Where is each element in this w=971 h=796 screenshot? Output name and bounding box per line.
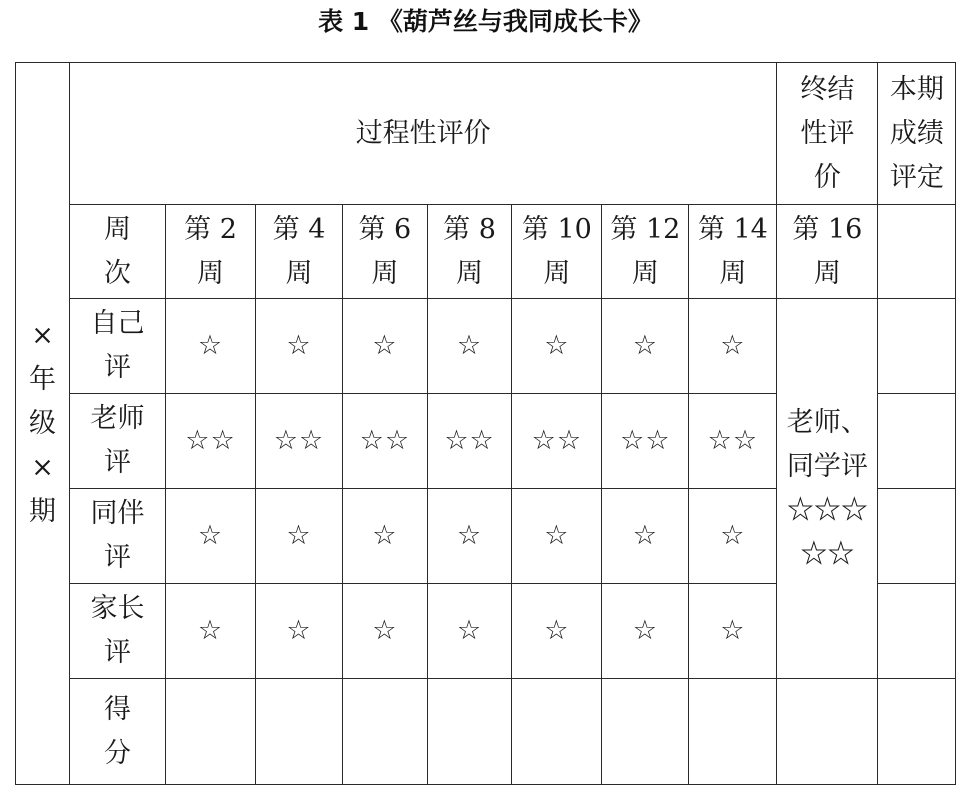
score-grade-cell xyxy=(878,679,956,785)
term-label-cell xyxy=(16,63,70,785)
rating-cell xyxy=(343,299,428,394)
rating-cell xyxy=(427,394,512,489)
final-eval-label: 终结性评价 xyxy=(800,73,855,193)
grade-cell xyxy=(878,299,956,394)
grade-cell xyxy=(878,584,956,679)
score-cell xyxy=(602,679,689,785)
star-rating: ☆ xyxy=(286,615,312,646)
rating-cell xyxy=(689,299,777,394)
rating-cell xyxy=(602,394,689,489)
star-rating: ☆ xyxy=(197,520,224,551)
rating-cell xyxy=(689,584,777,679)
growth-card-table xyxy=(15,62,956,785)
rating-cell xyxy=(602,584,689,679)
row-label-cell xyxy=(70,584,166,679)
star-rating: ☆☆ xyxy=(359,425,411,456)
rating-cell xyxy=(602,299,689,394)
row-label-cell xyxy=(70,489,166,584)
rating-cell xyxy=(343,489,428,584)
rating-cell xyxy=(512,584,602,679)
week-header: 第 14 周 xyxy=(697,213,768,289)
star-rating: ☆ xyxy=(632,520,658,551)
star-rating: ☆☆ xyxy=(273,425,325,456)
rating-cell xyxy=(427,299,512,394)
star-rating: ☆ xyxy=(372,520,398,551)
final-eval-header xyxy=(777,63,878,205)
term-label: ×年级×期 xyxy=(29,319,56,527)
week-header: 第 2 周 xyxy=(184,213,237,289)
grade-cell xyxy=(878,489,956,584)
row-label: 老师评 xyxy=(90,403,145,478)
star-rating: ☆ xyxy=(456,520,483,551)
week-label-cell xyxy=(70,205,166,299)
grade-label: 本期成绩评定 xyxy=(889,73,944,193)
rating-cell xyxy=(689,394,777,489)
star-rating: ☆ xyxy=(372,615,398,646)
star-rating: ☆☆ xyxy=(444,425,495,456)
score-cell xyxy=(256,679,343,785)
week-header: 第 4 周 xyxy=(272,213,326,289)
score-cell xyxy=(689,679,777,785)
row-label: 同伴评 xyxy=(90,498,145,573)
star-rating: ☆ xyxy=(544,330,570,361)
rating-cell xyxy=(166,394,256,489)
star-rating: ☆ xyxy=(632,330,658,361)
star-rating: ☆☆ xyxy=(531,425,583,456)
star-rating: ☆ xyxy=(456,615,483,646)
score-cell xyxy=(166,679,256,785)
final-eval-cell xyxy=(777,299,878,679)
process-eval-header xyxy=(70,63,777,205)
grade-week-cell xyxy=(878,205,956,299)
score-cell xyxy=(343,679,428,785)
rating-cell xyxy=(689,489,777,584)
star-rating: ☆ xyxy=(544,520,570,551)
week-header: 第 12 周 xyxy=(610,213,681,289)
star-rating: ☆ xyxy=(632,615,658,646)
grade-header xyxy=(878,63,956,205)
week-header-cell xyxy=(256,205,343,299)
rating-cell xyxy=(256,489,343,584)
star-rating: ☆☆ xyxy=(620,425,671,456)
table-title: 表 1 《葫芦丝与我同成长卡》 xyxy=(318,7,653,36)
final-week-label: 第 16 周 xyxy=(792,213,863,289)
rating-cell xyxy=(512,299,602,394)
star-rating: ☆☆ xyxy=(185,425,236,456)
week-header-cell xyxy=(343,205,428,299)
week-header-cell xyxy=(427,205,512,299)
final-eval-text: 老师、同学评☆☆☆☆☆ xyxy=(786,406,868,570)
row-label: 家长评 xyxy=(90,593,145,668)
star-rating: ☆ xyxy=(197,615,224,646)
week-header: 第 10 周 xyxy=(521,213,592,289)
rating-cell xyxy=(166,299,256,394)
final-week-cell xyxy=(777,205,878,299)
rating-cell xyxy=(602,489,689,584)
score-label: 得分 xyxy=(104,693,131,769)
week-header-cell xyxy=(512,205,602,299)
week-header-cell xyxy=(166,205,256,299)
rating-cell xyxy=(343,584,428,679)
row-label: 自己评 xyxy=(90,308,145,383)
rating-cell xyxy=(256,584,343,679)
week-label: 周次 xyxy=(104,213,131,289)
process-eval-label: 过程性评价 xyxy=(355,117,491,149)
rating-cell xyxy=(343,394,428,489)
star-rating: ☆ xyxy=(372,330,398,361)
week-header-cell xyxy=(602,205,689,299)
rating-cell xyxy=(512,489,602,584)
star-rating: ☆ xyxy=(286,330,312,361)
score-cell xyxy=(427,679,512,785)
rating-cell xyxy=(166,584,256,679)
rating-cell xyxy=(427,489,512,584)
rating-cell xyxy=(256,299,343,394)
week-header: 第 8 周 xyxy=(443,213,496,289)
rating-cell xyxy=(166,489,256,584)
rating-cell xyxy=(512,394,602,489)
star-rating: ☆ xyxy=(720,330,746,361)
score-label-cell xyxy=(70,679,166,785)
score-cell xyxy=(512,679,602,785)
star-rating: ☆ xyxy=(456,330,483,361)
star-rating: ☆ xyxy=(197,330,224,361)
row-label-cell xyxy=(70,394,166,489)
star-rating: ☆☆ xyxy=(707,425,759,456)
rating-cell xyxy=(256,394,343,489)
week-header-cell xyxy=(689,205,777,299)
rating-cell xyxy=(427,584,512,679)
star-rating: ☆ xyxy=(720,615,746,646)
star-rating: ☆ xyxy=(286,520,312,551)
row-label-cell xyxy=(70,299,166,394)
star-rating: ☆ xyxy=(720,520,746,551)
score-final-cell xyxy=(777,679,878,785)
grade-cell xyxy=(878,394,956,489)
star-rating: ☆ xyxy=(544,615,570,646)
week-header: 第 6 周 xyxy=(358,213,412,289)
